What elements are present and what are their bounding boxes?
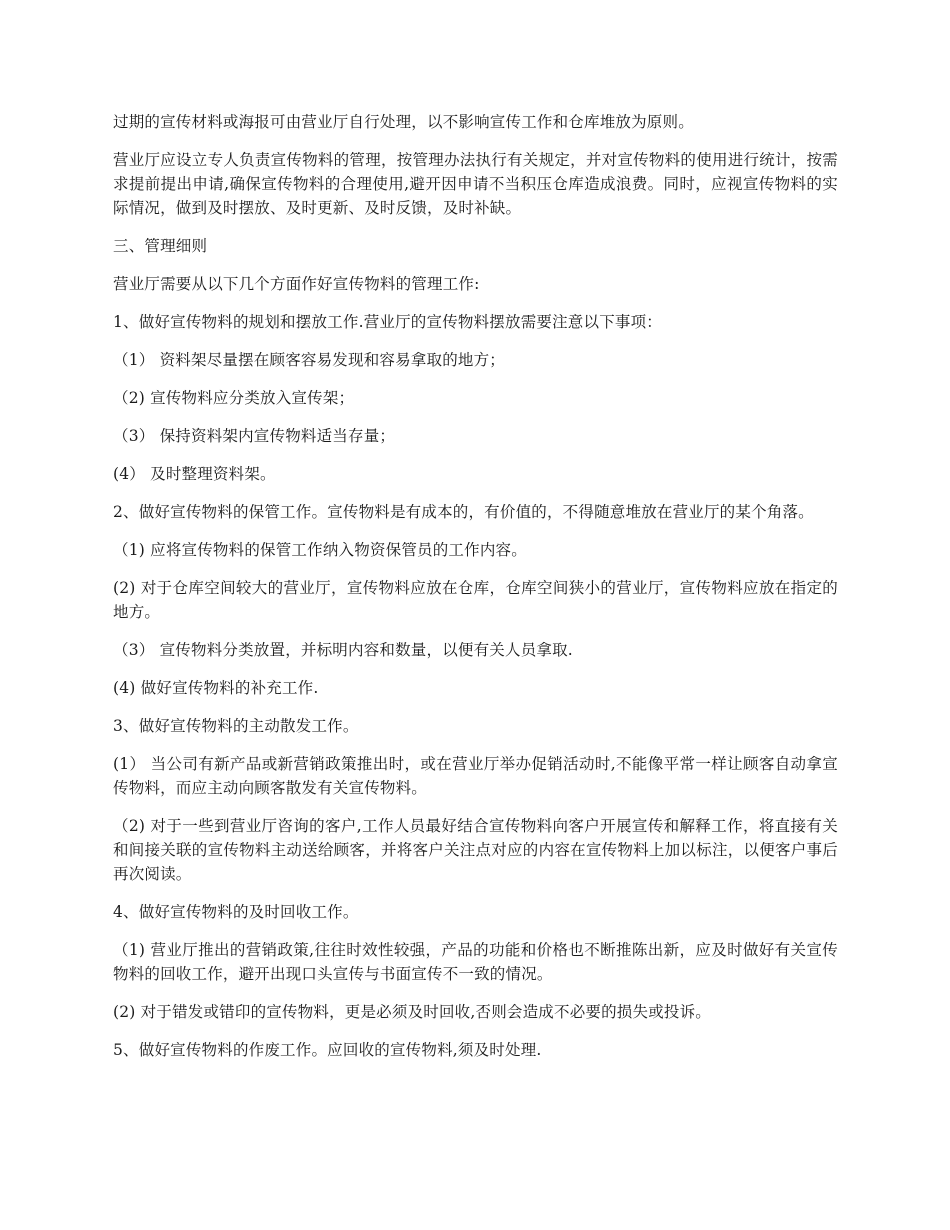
item-1-sub-1: （1） 资料架尽量摆在顾客容易发现和容易拿取的地方； (113, 351, 505, 369)
item-1-heading: 1、做好宣传物料的规划和摆放工作.营业厅的宣传物料摆放需要注意以下事项： (113, 313, 662, 331)
item-3-sub-2: （2) 对于一些到营业厅咨询的客户,工作人员最好结合宣传物料向客户开展宣传和解释工作，将直接有关和间接关联的宣传物料主动送给顾客，并将客户关注点对应的内容在宣传物料上加以标注，以便客户事后再次阅读。 (113, 817, 838, 883)
item-4-sub-2: (2) 对于错发或错印的宣传物料，更是必须及时回收,否则会造成不必要的损失或投诉。 (113, 1003, 712, 1021)
item-4-heading: 4、做好宣传物料的及时回收工作。 (113, 903, 359, 921)
item-2-sub-1: （1) 应将宣传物料的保管工作纳入物资保管员的工作内容。 (113, 541, 527, 559)
item-2-sub-4: (4) 做好宣传物料的补充工作. (113, 679, 319, 697)
item-3-sub-1: (1） 当公司有新产品或新营销政策推出时，或在营业厅举办促销活动时,不能像平常一样让顾客自动拿宣传物料，而应主动向顾客散发有关宣传物料。 (113, 755, 838, 797)
item-1-sub-2: （2) 宣传物料应分类放入宣传架； (113, 389, 355, 407)
item-2-sub-2: (2) 对于仓库空间较大的营业厅，宣传物料应放在仓库，仓库空间狭小的营业厅，宣传物料应放在指定的地方。 (113, 579, 838, 621)
item-5-heading: 5、做好宣传物料的作废工作。应回收的宣传物料,须及时处理. (113, 1041, 542, 1059)
item-1-sub-4: (4） 及时整理资料架。 (113, 465, 276, 483)
item-3-heading: 3、做好宣传物料的主动散发工作。 (113, 717, 359, 735)
section-heading-management-rules: 三、管理细则 (113, 237, 208, 255)
item-1-sub-3: （3） 保持资料架内宣传物料适当存量； (113, 427, 396, 445)
item-2-heading: 2、做好宣传物料的保管工作。宣传物料是有成本的，有价值的，不得随意堆放在营业厅的某个角落。 (113, 503, 814, 521)
paragraph-intro: 营业厅需要从以下几个方面作好宣传物料的管理工作: (113, 275, 480, 293)
item-4-sub-1: （1) 营业厅推出的营销政策,往往时效性较强，产品的功能和价格也不断推陈出新，应及时做好有关宣传物料的回收工作，避开出现口头宣传与书面宣传不一致的情况。 (113, 941, 838, 983)
document-body (113, 110, 838, 1076)
paragraph-expired-materials: 过期的宣传材料或海报可由营业厅自行处理，以不影响宣传工作和仓库堆放为原则。 (113, 113, 694, 131)
item-2-sub-3: （3） 宣传物料分类放置，并标明内容和数量，以便有关人员拿取. (113, 641, 573, 659)
paragraph-dedicated-staff: 营业厅应设立专人负责宣传物料的管理，按管理办法执行有关规定，并对宣传物料的使用进行统计，按需求提前提出申请,确保宣传物料的合理使用,避开因申请不当积压仓库造成浪费。同时，应视宣传物料的实际情况，做到及时摆放、及时更新、及时反馈，及时补缺。 (113, 151, 838, 217)
